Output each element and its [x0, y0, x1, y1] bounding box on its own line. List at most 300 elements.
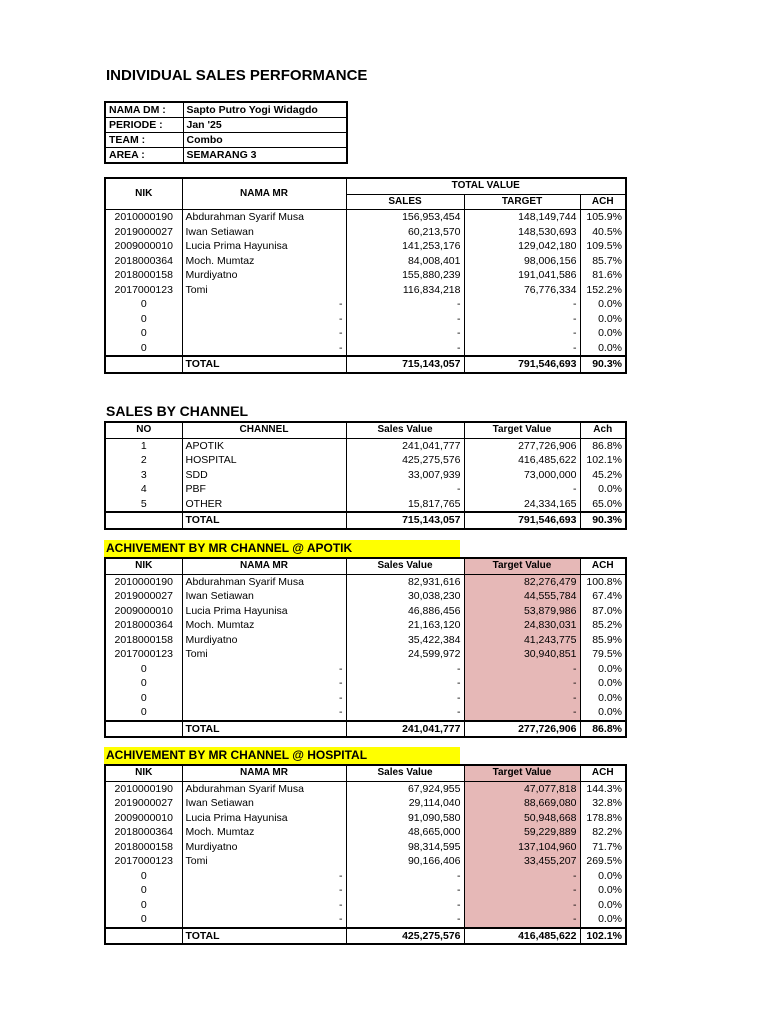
total-sales: 241,041,777	[346, 721, 464, 738]
nama-cell: Tomi	[185, 855, 208, 868]
ach-cell: 0.0%	[598, 913, 622, 926]
target-cell: 41,243,775	[464, 633, 580, 648]
nik-cell: 2018000364	[105, 254, 182, 269]
target-cell: -	[464, 662, 580, 677]
dash-cell	[334, 825, 346, 840]
sales-cell: 33,007,939	[346, 468, 464, 483]
nama-cell	[182, 691, 334, 706]
header-nik: NIK	[105, 765, 182, 781]
nik-cell: 0	[105, 705, 182, 721]
dash-cell	[334, 239, 346, 254]
sales-cell: 30,038,230	[346, 589, 464, 604]
sales-cell: 91,090,580	[346, 811, 464, 826]
ach-cell: 85.2%	[592, 619, 622, 632]
dash-cell: -	[334, 326, 346, 341]
target-cell: -	[464, 691, 580, 706]
table-row	[105, 647, 626, 662]
sales-cell: 24,599,972	[346, 647, 464, 662]
dash-cell: -	[334, 297, 346, 312]
nik-cell: 2017000123	[105, 283, 182, 298]
sales-cell: -	[346, 676, 464, 691]
target-cell: -	[464, 912, 580, 928]
total-empty-cell	[105, 356, 182, 373]
sales-cell: -	[346, 898, 464, 913]
nik-cell: 2018000158	[105, 268, 182, 283]
no-cell: 2	[105, 453, 182, 468]
dash-cell	[334, 283, 346, 298]
sales-cell: 116,834,218	[346, 283, 464, 298]
table-row	[105, 898, 626, 913]
dash-cell: -	[334, 912, 346, 928]
total-ach: 102.1%	[580, 928, 626, 945]
channel-cell: PBF	[182, 482, 346, 497]
header-target-value: Target Value	[464, 422, 580, 438]
ach-cell: 82.2%	[592, 826, 622, 839]
sales-cell: 82,931,616	[346, 574, 464, 589]
nik-cell: 0	[105, 691, 182, 706]
sales-cell: 15,817,765	[346, 497, 464, 513]
nik-cell: 2017000123	[105, 854, 182, 869]
target-cell: 416,485,622	[464, 453, 580, 468]
nama-cell: Abdurahman Syarif Musa	[185, 782, 304, 795]
channel-cell: SDD	[182, 468, 346, 483]
dash-cell	[334, 633, 346, 648]
table-row	[105, 781, 626, 796]
ach-cell: 269.5%	[586, 855, 622, 868]
target-cell: -	[464, 869, 580, 884]
dash-cell	[334, 210, 346, 225]
dash-cell	[334, 604, 346, 619]
table-row	[105, 854, 626, 869]
table-row	[105, 811, 626, 826]
header-no: NO	[105, 422, 182, 438]
sales-cell: 98,314,595	[346, 840, 464, 855]
nik-cell: 0	[105, 898, 182, 913]
nama-cell: Murdiyatno	[185, 269, 238, 282]
nama-cell	[182, 869, 334, 884]
channel-cell: OTHER	[182, 497, 346, 513]
ach-cell: 100.8%	[586, 575, 622, 588]
nama-cell: Abdurahman Syarif Musa	[185, 211, 304, 224]
nik-cell: 2009000010	[105, 239, 182, 254]
nama-cell	[182, 912, 334, 928]
table-row	[105, 574, 626, 589]
target-cell: -	[464, 312, 580, 327]
table-row	[105, 283, 626, 298]
target-cell: 148,149,744	[464, 210, 580, 225]
sales-cell: -	[346, 482, 464, 497]
ach-cell: 178.8%	[586, 811, 622, 824]
info-row	[105, 102, 347, 118]
header-ach: ACH	[580, 765, 626, 781]
nama-cell	[182, 341, 334, 357]
no-cell: 1	[105, 438, 182, 453]
ach-cell: 79.5%	[592, 648, 622, 661]
target-cell: 76,776,334	[464, 283, 580, 298]
nama-cell: Iwan Setiawan	[185, 797, 254, 810]
table-row	[105, 468, 626, 483]
dash-cell	[334, 618, 346, 633]
nama-cell: Moch. Mumtaz	[185, 619, 255, 632]
header-ach: ACH	[580, 194, 626, 210]
target-cell: -	[464, 341, 580, 357]
total-ach: 90.3%	[580, 356, 626, 373]
header-nama-mr: NAMA MR	[182, 178, 346, 210]
nama-cell: Iwan Setiawan	[185, 590, 254, 603]
ach-cell: 0.0%	[598, 898, 622, 911]
dash-cell	[334, 781, 346, 796]
ach-cell: 71.7%	[592, 840, 622, 853]
table-row	[105, 796, 626, 811]
table-row	[105, 705, 626, 721]
ach-cell: 0.0%	[598, 298, 622, 311]
ach-cell: 0.0%	[598, 884, 622, 897]
target-cell: -	[464, 297, 580, 312]
target-cell: -	[464, 676, 580, 691]
nik-cell: 2018000158	[105, 840, 182, 855]
dash-cell	[334, 268, 346, 283]
nik-cell: 0	[105, 341, 182, 357]
dash-cell	[334, 647, 346, 662]
target-cell: 59,229,889	[464, 825, 580, 840]
nama-cell: Murdiyatno	[185, 633, 238, 646]
ach-cell: 0.0%	[598, 312, 622, 325]
sales-cell: 29,114,040	[346, 796, 464, 811]
header-sales-value: Sales Value	[346, 765, 464, 781]
apotik-title: ACHIVEMENT BY MR CHANNEL @ APOTIK	[104, 540, 460, 557]
apotik-table	[104, 557, 627, 738]
no-cell: 3	[105, 468, 182, 483]
sales-cell: 35,422,384	[346, 633, 464, 648]
target-cell: -	[464, 705, 580, 721]
nama-cell	[182, 705, 334, 721]
info-value: Sapto Putro Yogi Widagdo	[183, 102, 347, 118]
table-row	[105, 633, 626, 648]
table-row	[105, 326, 626, 341]
header-nama-mr: NAMA MR	[182, 765, 346, 781]
total-empty-cell	[105, 928, 182, 945]
table-row	[105, 618, 626, 633]
sales-cell: -	[346, 341, 464, 357]
dash-cell: -	[334, 662, 346, 677]
header-target-value: Target Value	[464, 765, 580, 781]
target-cell: 88,669,080	[464, 796, 580, 811]
nik-cell: 2010000190	[105, 210, 182, 225]
ach-cell: 0.0%	[598, 677, 622, 690]
ach-cell: 85.7%	[592, 254, 622, 267]
ach-cell: 0.0%	[598, 706, 622, 719]
target-cell: 277,726,906	[464, 438, 580, 453]
nik-cell: 0	[105, 297, 182, 312]
target-cell: -	[464, 326, 580, 341]
nik-cell: 0	[105, 883, 182, 898]
ach-cell: 0.0%	[598, 483, 622, 496]
dash-cell: -	[334, 705, 346, 721]
target-cell: 82,276,479	[464, 574, 580, 589]
nik-cell: 2009000010	[105, 604, 182, 619]
info-label: AREA :	[105, 148, 183, 164]
sales-cell: 48,665,000	[346, 825, 464, 840]
sales-cell: 241,041,777	[346, 438, 464, 453]
hospital-table	[104, 764, 627, 945]
no-cell: 5	[105, 497, 182, 513]
ach-cell: 45.2%	[592, 468, 622, 481]
table-row	[105, 869, 626, 884]
total-target: 791,546,693	[464, 356, 580, 373]
ach-cell: 86.8%	[592, 439, 622, 452]
dash-cell	[334, 225, 346, 240]
nik-cell: 2018000364	[105, 618, 182, 633]
sales-cell: -	[346, 912, 464, 928]
sales-by-channel-title: SALES BY CHANNEL	[106, 403, 249, 419]
table-row	[105, 676, 626, 691]
ach-cell: 152.2%	[586, 283, 622, 296]
dash-cell	[334, 840, 346, 855]
nik-cell: 0	[105, 869, 182, 884]
table-row	[105, 438, 626, 453]
target-cell: 53,879,986	[464, 604, 580, 619]
total-label: TOTAL	[182, 721, 346, 738]
ach-cell: 109.5%	[586, 240, 622, 253]
sales-cell: -	[346, 869, 464, 884]
nik-cell: 0	[105, 662, 182, 677]
table-row	[105, 482, 626, 497]
ach-cell: 67.4%	[592, 590, 622, 603]
total-row	[105, 512, 626, 529]
nik-cell: 2019000027	[105, 225, 182, 240]
target-cell: -	[464, 898, 580, 913]
header-ach: Ach	[580, 422, 626, 438]
nik-cell: 0	[105, 326, 182, 341]
channel-cell: HOSPITAL	[182, 453, 346, 468]
dash-cell	[334, 796, 346, 811]
sales-cell: -	[346, 297, 464, 312]
total-ach: 86.8%	[580, 721, 626, 738]
sales-cell: 67,924,955	[346, 781, 464, 796]
target-cell: -	[464, 883, 580, 898]
target-cell: 47,077,818	[464, 781, 580, 796]
sales-cell: -	[346, 312, 464, 327]
sales-cell: -	[346, 691, 464, 706]
dash-cell: -	[334, 691, 346, 706]
dash-cell	[334, 254, 346, 269]
total-empty-cell	[105, 721, 182, 738]
table-row	[105, 341, 626, 357]
target-cell: 191,041,586	[464, 268, 580, 283]
nama-cell: Iwan Setiawan	[185, 225, 254, 238]
nama-cell: Moch. Mumtaz	[185, 254, 255, 267]
ach-cell: 32.8%	[592, 797, 622, 810]
nik-cell: 2019000027	[105, 589, 182, 604]
table-row	[105, 210, 626, 225]
nama-cell	[182, 676, 334, 691]
nama-cell: Lucia Prima Hayunisa	[185, 604, 288, 617]
nama-cell	[182, 662, 334, 677]
sales-cell: -	[346, 662, 464, 677]
nik-cell: 0	[105, 912, 182, 928]
ach-cell: 102.1%	[586, 454, 622, 467]
total-target: 416,485,622	[464, 928, 580, 945]
header-sales-value: Sales Value	[346, 422, 464, 438]
target-cell: 129,042,180	[464, 239, 580, 254]
target-cell: 44,555,784	[464, 589, 580, 604]
table-row	[105, 662, 626, 677]
total-sales: 715,143,057	[346, 356, 464, 373]
table-row	[105, 297, 626, 312]
dash-cell	[334, 854, 346, 869]
total-value-table	[104, 177, 627, 374]
total-ach: 90.3%	[580, 512, 626, 529]
total-row	[105, 721, 626, 738]
sales-cell: 84,008,401	[346, 254, 464, 269]
sales-cell: 141,253,176	[346, 239, 464, 254]
total-label: TOTAL	[182, 512, 346, 529]
ach-cell: 0.0%	[598, 869, 622, 882]
header-nik: NIK	[105, 558, 182, 574]
dash-cell	[334, 589, 346, 604]
table-row	[105, 883, 626, 898]
info-row	[105, 133, 347, 148]
target-cell: 24,830,031	[464, 618, 580, 633]
dash-cell	[334, 574, 346, 589]
dash-cell: -	[334, 898, 346, 913]
ach-cell: 87.0%	[592, 604, 622, 617]
nik-cell: 2019000027	[105, 796, 182, 811]
table-row	[105, 825, 626, 840]
ach-cell: 81.6%	[592, 269, 622, 282]
channel-cell: APOTIK	[182, 438, 346, 453]
header-channel: CHANNEL	[182, 422, 346, 438]
target-cell: 73,000,000	[464, 468, 580, 483]
sales-cell: 46,886,456	[346, 604, 464, 619]
table-row	[105, 497, 626, 513]
target-cell: 148,530,693	[464, 225, 580, 240]
sales-cell: 156,953,454	[346, 210, 464, 225]
total-target: 277,726,906	[464, 721, 580, 738]
ach-cell: 105.9%	[586, 211, 622, 224]
nik-cell: 2018000364	[105, 825, 182, 840]
header-target-value: Target Value	[464, 558, 580, 574]
header-nik: NIK	[105, 178, 182, 210]
dash-cell: -	[334, 676, 346, 691]
info-value: SEMARANG 3	[183, 148, 347, 164]
no-cell: 4	[105, 482, 182, 497]
total-row	[105, 928, 626, 945]
target-cell: 30,940,851	[464, 647, 580, 662]
info-table	[104, 101, 348, 164]
nama-cell: Tomi	[185, 648, 208, 661]
table-row	[105, 225, 626, 240]
dash-cell: -	[334, 341, 346, 357]
nama-cell	[182, 312, 334, 327]
sales-cell: 60,213,570	[346, 225, 464, 240]
info-row	[105, 148, 347, 164]
header-nama-mr: NAMA MR	[182, 558, 346, 574]
ach-cell: 85.9%	[592, 633, 622, 646]
total-label: TOTAL	[182, 356, 346, 373]
ach-cell: 65.0%	[592, 497, 622, 510]
nama-cell	[182, 297, 334, 312]
target-cell: -	[464, 482, 580, 497]
dash-cell: -	[334, 869, 346, 884]
table-row	[105, 589, 626, 604]
ach-cell: 40.5%	[592, 225, 622, 238]
total-label: TOTAL	[182, 928, 346, 945]
table-row	[105, 312, 626, 327]
dash-cell: -	[334, 312, 346, 327]
header-total-value: TOTAL VALUE	[346, 178, 626, 194]
table-row	[105, 453, 626, 468]
sales-cell: 425,275,576	[346, 453, 464, 468]
info-label: PERIODE :	[105, 118, 183, 133]
info-label: NAMA DM :	[105, 102, 183, 118]
total-sales: 715,143,057	[346, 512, 464, 529]
nik-cell: 0	[105, 676, 182, 691]
nik-cell: 0	[105, 312, 182, 327]
nik-cell: 2009000010	[105, 811, 182, 826]
target-cell: 24,334,165	[464, 497, 580, 513]
nama-cell: Moch. Mumtaz	[185, 826, 255, 839]
table-row	[105, 604, 626, 619]
nama-cell	[182, 898, 334, 913]
ach-cell: 0.0%	[598, 327, 622, 340]
ach-cell: 0.0%	[598, 691, 622, 704]
header-sales-value: Sales Value	[346, 558, 464, 574]
target-cell: 33,455,207	[464, 854, 580, 869]
dash-cell: -	[334, 883, 346, 898]
nik-cell: 2018000158	[105, 633, 182, 648]
info-label: TEAM :	[105, 133, 183, 148]
table-row	[105, 840, 626, 855]
ach-cell: 0.0%	[598, 341, 622, 354]
sales-cell: -	[346, 883, 464, 898]
info-value: Jan '25	[183, 118, 347, 133]
target-cell: 98,006,156	[464, 254, 580, 269]
nama-cell	[182, 883, 334, 898]
sales-cell: 21,163,120	[346, 618, 464, 633]
target-cell: 137,104,960	[464, 840, 580, 855]
table-row	[105, 268, 626, 283]
header-sales: SALES	[346, 194, 464, 210]
total-empty-cell	[105, 512, 182, 529]
sales-cell: -	[346, 705, 464, 721]
total-row	[105, 356, 626, 373]
hospital-title: ACHIVEMENT BY MR CHANNEL @ HOSPITAL	[104, 747, 460, 764]
table-row	[105, 691, 626, 706]
table-row	[105, 912, 626, 928]
header-ach: ACH	[580, 558, 626, 574]
ach-cell: 144.3%	[586, 782, 622, 795]
total-target: 791,546,693	[464, 512, 580, 529]
target-cell: 50,948,668	[464, 811, 580, 826]
nik-cell: 2010000190	[105, 781, 182, 796]
nama-cell: Abdurahman Syarif Musa	[185, 575, 304, 588]
nik-cell: 2010000190	[105, 574, 182, 589]
nik-cell: 2017000123	[105, 647, 182, 662]
nama-cell	[182, 326, 334, 341]
sales-cell: -	[346, 326, 464, 341]
channel-table	[104, 421, 627, 530]
table-row	[105, 254, 626, 269]
nama-cell: Lucia Prima Hayunisa	[185, 811, 288, 824]
total-sales: 425,275,576	[346, 928, 464, 945]
nama-cell: Lucia Prima Hayunisa	[185, 240, 288, 253]
info-value: Combo	[183, 133, 347, 148]
nama-cell: Tomi	[185, 283, 208, 296]
nama-cell: Murdiyatno	[185, 840, 238, 853]
header-target: TARGET	[464, 194, 580, 210]
dash-cell	[334, 811, 346, 826]
